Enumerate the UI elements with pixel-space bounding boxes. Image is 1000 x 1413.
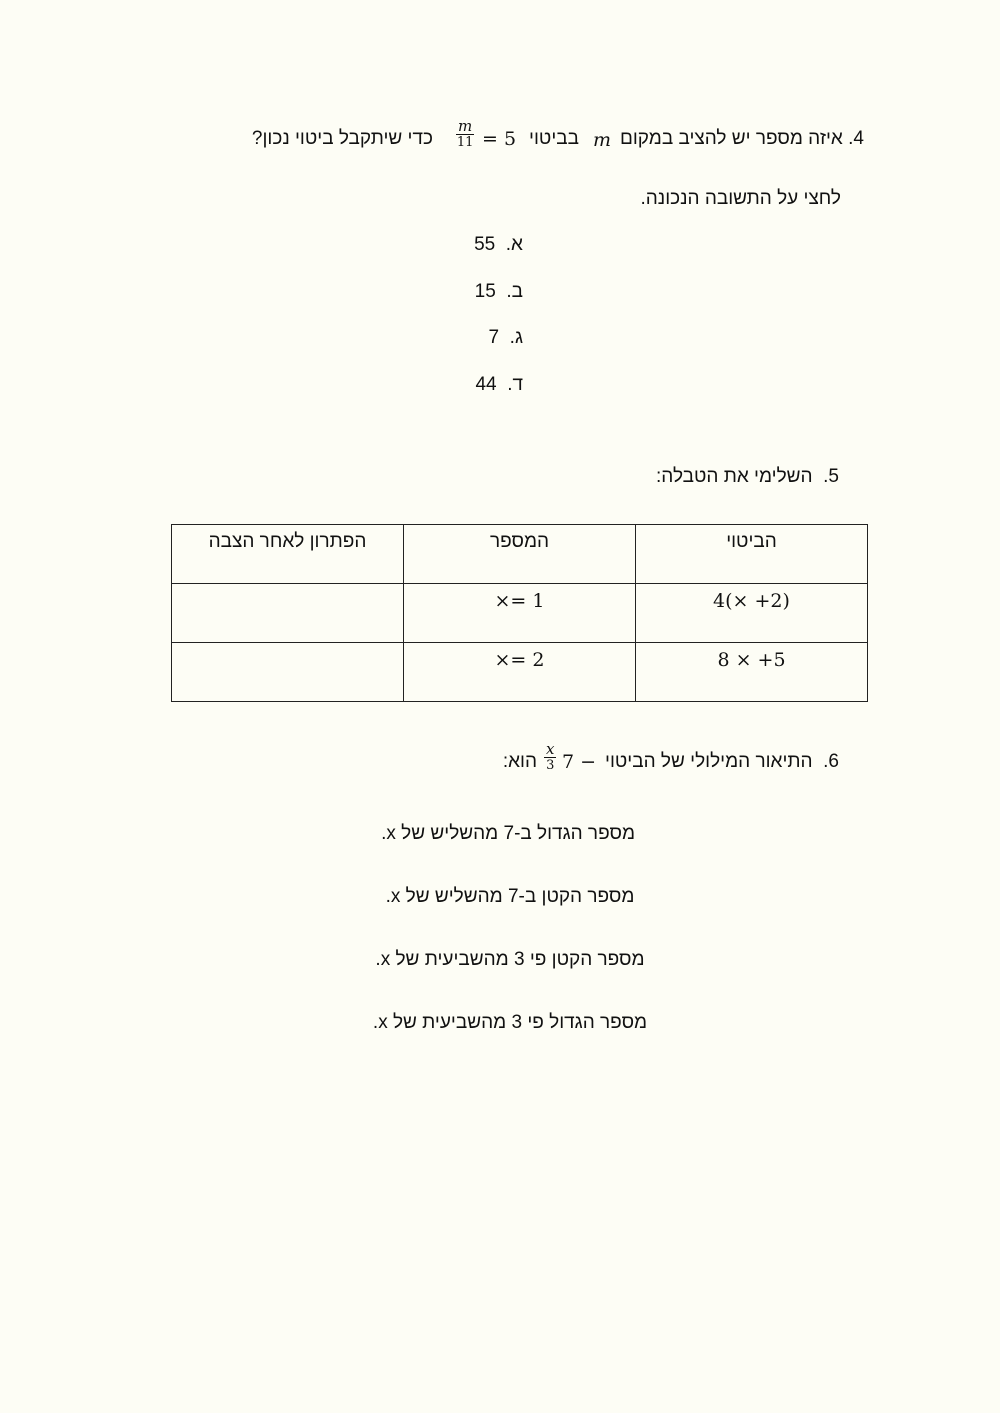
table-header-row [172, 525, 868, 584]
q4-option-a[interactable]: א. 55 [474, 234, 523, 255]
table-cell-number: ×= 2 [404, 643, 636, 702]
table-cell-number: ×= 1 [404, 584, 636, 643]
q4-text-mid: בביטוי [529, 128, 579, 149]
q4-option-c[interactable]: ג. 7 [488, 327, 523, 348]
q4-text-after: כדי שיתקבל ביטוי נכון? [251, 128, 433, 149]
q6-option-2[interactable]: מספר הקטן ב-7 מהשליש של x. [385, 886, 635, 907]
q6-equation [544, 741, 556, 774]
q5-number: 5. [823, 466, 839, 487]
table-header-number: המספר [404, 525, 636, 584]
q4-fraction: $\frac{m}{11}$ [456, 117, 474, 150]
q5-text: 5. השלימי את הטבלה: [656, 466, 839, 487]
q5-table [171, 524, 868, 702]
q4-instruction: לחצי על התשובה הנכונה. [640, 188, 841, 209]
table-row [172, 584, 868, 643]
table-row [172, 643, 868, 702]
table-header-expression: הביטוי [636, 525, 868, 584]
q6-option-1[interactable]: מספר הגדול ב-7 מהשליש של x. [381, 823, 635, 844]
table-header-solution: הפתרון לאחר הצבה [172, 525, 404, 584]
q4-text-before: 4. איזה מספר יש להציב במקום [619, 128, 864, 149]
table-cell-expression: 4(× +2) [636, 584, 868, 643]
q4-option-b[interactable]: ב. 15 [474, 281, 523, 302]
table-cell-solution-input[interactable] [172, 643, 404, 702]
q6-option-4[interactable]: מספר הגדול פי 3 מהשביעית של x. [372, 1012, 648, 1033]
q6-number: 6. [823, 751, 839, 772]
q6-text-before: 6. התיאור המילולי של הביטוי [605, 751, 839, 772]
q6-expr-left: 7 − [562, 751, 597, 773]
table-cell-solution-input[interactable] [172, 584, 404, 643]
q4-option-d[interactable]: ד. 44 [475, 374, 523, 395]
q4-equation [456, 118, 474, 151]
q4-number: 4. [848, 128, 864, 149]
table-cell-expression: 8 × +5 [636, 643, 868, 702]
q4-rhs: = 5 [482, 128, 517, 150]
q6-text-after: הוא: [502, 751, 537, 772]
q6-option-3[interactable]: מספר הקטן פי 3 מהשביעית של x. [375, 949, 645, 970]
q6-fraction: $\frac{x}{3}$ [546, 740, 555, 773]
q4-variable: m [593, 129, 612, 151]
